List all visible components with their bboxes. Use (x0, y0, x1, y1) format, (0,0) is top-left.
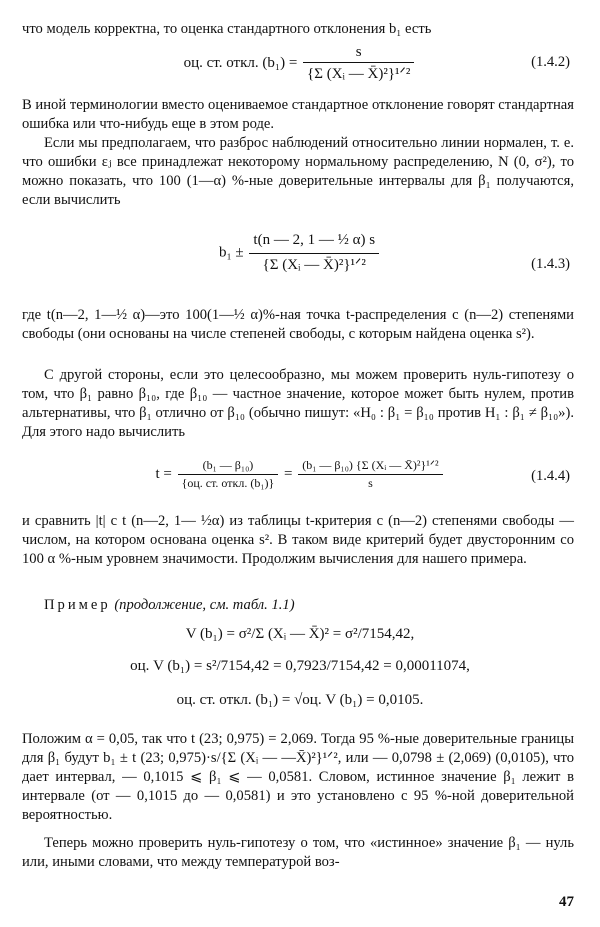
eq-144-denominator-1: {оц. ст. откл. (b₁)} (181, 476, 275, 490)
text-line-intro: что модель корректна, то оценка стандартного отклонения b₁ есть (22, 21, 432, 37)
eq-144-fraction-1 (178, 458, 279, 491)
paragraph-null-hypothesis: С другой стороны, если это целесообразно, мы можем проверить нуль-гипотезу о том, что β₁ равно β₁₀, где β₁₀ — частное значение, которое может быть нулем, против альтернативы, что β₁ отлично от β₁₀ (обычно пишут: «H₀ : β₁ = β₁₀ против H₁ : β₁ ≠ β₁₀»). Для этого надо вычислить (22, 367, 574, 440)
example-continuation: (продолжение, см. табл. 1.1) (114, 597, 295, 613)
paragraph-compare-t: и сравнить |t| с t (n—2, 1— ½α) из таблицы t-критерия с (n—2) степенями свободы — числом, на котором основана оценка s². В таком виде критерий будет двусторонним со 100 α %-ным уровнем значимости. Продолжим вычисления для нашего примера. (22, 513, 574, 567)
eq-142-fraction (303, 44, 414, 83)
estimated-variance-line: оц. V (b₁) = s²/7154,42 = 0,7923/7154,42 = 0,00011074, (130, 658, 470, 674)
paragraph-confidence-intervals: Если мы предполагаем, что разброс наблюдений относительно линии нормален, т. е. что ошибки εⱼ все принадлежат некоторому нормальному распределению, N (0, σ²), то можно показать, что 100 (1—α) %-ные доверительные интервалы для β₁ получаются, если вычислить (22, 135, 574, 208)
eq-144-fraction-2 (298, 458, 442, 491)
equation-1-4-2 (0, 44, 600, 88)
equation-1-4-3 (0, 232, 600, 290)
eq-143-numerator: t(n — 2, 1 — ½ α) s (249, 232, 379, 254)
eq-144-denominator-2: s (368, 476, 373, 490)
eq-144-left: t = (155, 465, 172, 482)
eq-144-numerator-2: (b₁ — β₁₀) {Σ (Xᵢ — X̄)²}¹ᐟ² (298, 458, 442, 475)
eq-143-tag: (1.4.3) (531, 256, 570, 272)
eq-142-left: оц. ст. откл. (b₁) = (183, 54, 298, 71)
eq-143-fraction (249, 232, 379, 274)
eq-144-numerator-1: (b₁ — β₁₀) (178, 458, 279, 475)
page-number: 47 (559, 894, 574, 910)
paragraph-terminology: В иной терминологии вместо оцениваемое стандартное отклонение говорят стандартная ошибка или что-нибудь еще в этом роде. (22, 97, 574, 132)
eq-142-denominator: {Σ (Xᵢ — X̄)²}¹ᐟ² (307, 66, 411, 82)
paragraph-example-interval: Положим α = 0,05, так что t (23; 0,975) = 2,069. Тогда 95 %-ные доверительные границы для β₁ будут b₁ ± t (23; 0,975)·s/{Σ (Xᵢ — —X̄)²}¹ᐟ², или — 0,0798 ± (2,069) (0,0105), что дает интервал, — 0,1015 ⩽ β₁ ⩽ — 0,0581. Словом, истинное значение β₁ лежит в интервале (от — 0,1015 до — 0,0581) и это установлено с 95 %-ной доверительной вероятностью. (22, 731, 574, 823)
eq-144-tag: (1.4.4) (531, 468, 570, 484)
equation-1-4-4 (0, 458, 600, 502)
paragraph-t-point: где t(n—2, 1—½ α)—это 100(1—½ α)%-ная точка t-распределения с (n—2) степенями свободы (они основаны на числе степеней свободы, с которым найдена оценка s²). (22, 307, 574, 342)
eq-142-tag: (1.4.2) (531, 54, 570, 70)
example-heading (22, 596, 574, 615)
paragraph-test-zero: Теперь можно проверить нуль-гипотезу о том, что «истинное» значение β₁ — нуль или, иными словами, что между температурой воз- (22, 835, 574, 870)
eq-142-numerator: s (303, 44, 414, 63)
example-label: Пример (44, 597, 111, 613)
eq-143-denominator: {Σ (Xᵢ — X̄)²}¹ᐟ² (262, 257, 366, 273)
variance-line: V (b₁) = σ²/Σ (Xᵢ — X̄)² = σ²/7154,42, (185, 626, 415, 642)
estimated-sd-line: оц. ст. откл. (b₁) = √оц. V (b₁) = 0,0105. (176, 692, 424, 708)
eq-144-equals: = (284, 465, 293, 482)
eq-143-left: b₁ ± (218, 244, 244, 261)
